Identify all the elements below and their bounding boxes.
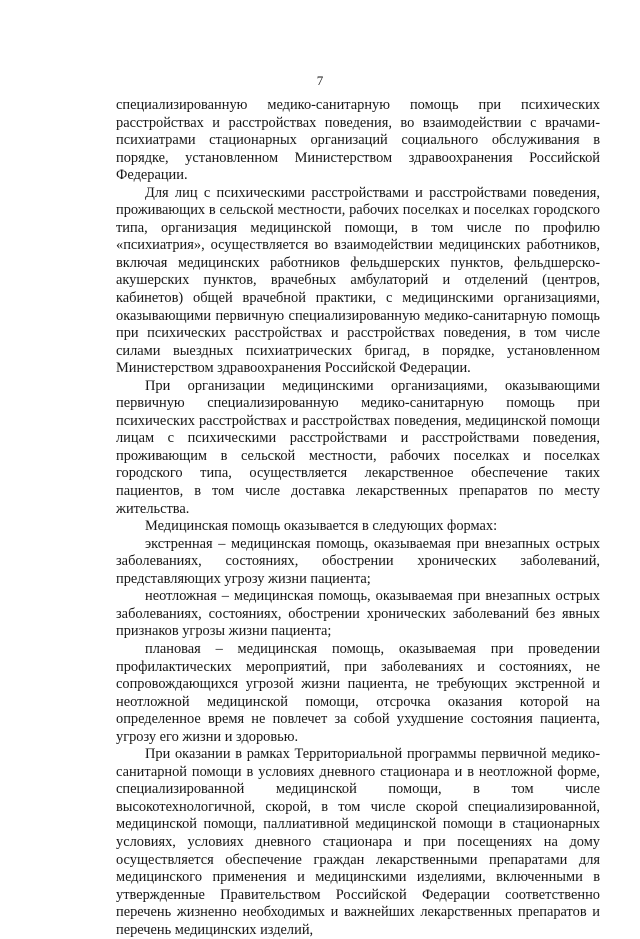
paragraph: При организации медицинскими организациями, оказывающими первичную специализированную медико-санитарную помощь при психических расстройствах и расстройствах поведения, медицинской помощи лицам с психическими расстройствами и расстройствами поведения, проживающим в сельской местности, рабочих поселках и поселках городского типа, осуществляется лекарственное обеспечение таких пациентов, в том числе доставка лекарственных препаратов по месту жительства. (116, 377, 600, 517)
paragraph: При оказании в рамках Территориальной программы первичной медико-санитарной помощи в условиях дневного стационара и в неотложной форме, специализированной медицинской помощи, в том числе высокотехнологичной, скорой, в том числе скорой специализированной, медицинской помощи, паллиативной медицинской помощи в стационарных условиях, условиях дневного стационара и при посещениях на дому осуществляется обеспечение граждан лекарственными препаратами для медицинского применения и медицинскими изделиями, включенными в утвержденные Правительством Российской Федерации соответственно перечень жизненно необходимых и важнейших лекарственных препаратов и перечень медицинских изделий, (116, 746, 600, 938)
paragraph: экстренная – медицинская помощь, оказываемая при внезапных острых заболеваниях, состояниях, обострении хронических заболеваний, представляющих угрозу жизни пациента; (116, 535, 600, 587)
paragraph: неотложная – медицинская помощь, оказываемая при внезапных острых заболеваниях, состояниях, обострении хронических заболеваний без явных признаков угрозы жизни пациента; (116, 588, 600, 640)
page-number: 7 (316, 73, 324, 88)
paragraph: Для лиц с психическими расстройствами и расстройствами поведения, проживающих в сельской местности, рабочих поселках и поселках городского типа, организация медицинской помощи, в том числе по профилю «психиатрия», осуществляется во взаимодействии медицинских работников, включая медицинских работников фельдшерских пунктов, фельдшерско-акушерских пунктов, врачебных амбулаторий и отделений (центров, кабинетов) общей врачебной практики, с медицинскими организациями, оказывающими первичную специализированную медико-санитарную помощь при психических расстройствах и расстройствах поведения, в том числе силами выездных психиатрических бригад, в порядке, установленном Министерством здравоохранения Российской Федерации. (116, 184, 600, 377)
paragraph: плановая – медицинская помощь, оказываемая при проведении профилактических мероприятий, при заболеваниях и состояниях, не сопровождающихся угрозой жизни пациента, не требующих экстренной и неотложной медицинской помощи, отсрочка оказания которой на определенное время не повлечет за собой ухудшение состояния пациента, угрозу его жизни и здоровью. (116, 640, 600, 745)
paragraph: специализированную медико-санитарную помощь при психических расстройствах и расстройствах поведения, во взаимодействии с врачами-психиатрами стационарных организаций социального обслуживания в порядке, установленном Министерством здравоохранения Российской Федерации. (116, 97, 600, 184)
paragraph: Медицинская помощь оказывается в следующих формах: (145, 518, 498, 535)
document-body (116, 97, 600, 939)
